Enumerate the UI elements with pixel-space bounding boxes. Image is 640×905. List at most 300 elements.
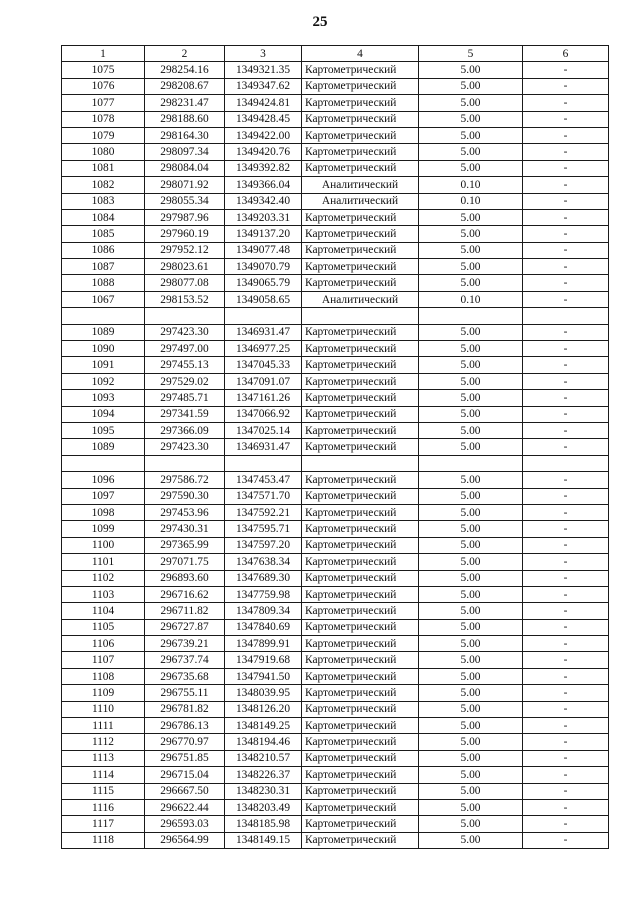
- x-coordinate-cell: 298231.47: [145, 95, 225, 111]
- table-row: [62, 521, 609, 537]
- point-number-cell: 1116: [62, 799, 145, 815]
- table-row: [62, 636, 609, 652]
- y-coordinate-cell: 1349058.65: [225, 291, 302, 307]
- note-cell: -: [523, 422, 609, 438]
- x-coordinate-cell: 298077.08: [145, 275, 225, 291]
- y-coordinate-cell: 1347066.92: [225, 406, 302, 422]
- y-coordinate-cell: 1349321.35: [225, 62, 302, 78]
- table-row: [62, 341, 609, 357]
- accuracy-cell: 0.10: [419, 177, 523, 193]
- y-coordinate-cell: 1347941.50: [225, 668, 302, 684]
- accuracy-cell: 5.00: [419, 570, 523, 586]
- table-row: [62, 226, 609, 242]
- method-cell: Картометрический: [302, 390, 419, 406]
- note-cell: -: [523, 685, 609, 701]
- y-coordinate-cell: 1346931.47: [225, 439, 302, 455]
- method-cell: Картометрический: [302, 718, 419, 734]
- column-header-3: 3: [225, 46, 302, 62]
- method-cell: Картометрический: [302, 488, 419, 504]
- note-cell: -: [523, 160, 609, 176]
- table-row: [62, 455, 609, 471]
- accuracy-cell: 5.00: [419, 144, 523, 160]
- point-number-cell: 1110: [62, 701, 145, 717]
- table-row: [62, 62, 609, 78]
- table-row: [62, 488, 609, 504]
- method-cell: Картометрический: [302, 226, 419, 242]
- accuracy-cell: 5.00: [419, 685, 523, 701]
- x-coordinate-cell: 296735.68: [145, 668, 225, 684]
- table-row: [62, 554, 609, 570]
- method-cell: Картометрический: [302, 652, 419, 668]
- y-coordinate-cell: 1349428.45: [225, 111, 302, 127]
- table-row: [62, 472, 609, 488]
- method-cell: Картометрический: [302, 242, 419, 258]
- method-cell: Картометрический: [302, 127, 419, 143]
- method-cell: Картометрический: [302, 701, 419, 717]
- method-cell: Картометрический: [302, 603, 419, 619]
- point-number-cell: 1089: [62, 439, 145, 455]
- note-cell: -: [523, 127, 609, 143]
- note-cell: -: [523, 209, 609, 225]
- y-coordinate-cell: 1347453.47: [225, 472, 302, 488]
- note-cell: -: [523, 406, 609, 422]
- table-row: [62, 619, 609, 635]
- y-coordinate-cell: 1349424.81: [225, 95, 302, 111]
- accuracy-cell: 5.00: [419, 521, 523, 537]
- note-cell: -: [523, 472, 609, 488]
- note-cell: -: [523, 537, 609, 553]
- header-row: [62, 46, 609, 62]
- method-cell: Картометрический: [302, 439, 419, 455]
- table-row: [62, 291, 609, 307]
- y-coordinate-cell: [225, 308, 302, 324]
- y-coordinate-cell: 1347899.91: [225, 636, 302, 652]
- y-coordinate-cell: [225, 455, 302, 471]
- accuracy-cell: 5.00: [419, 537, 523, 553]
- table-row: [62, 816, 609, 832]
- table-row: [62, 357, 609, 373]
- note-cell: -: [523, 439, 609, 455]
- method-cell: Картометрический: [302, 341, 419, 357]
- x-coordinate-cell: 296893.60: [145, 570, 225, 586]
- x-coordinate-cell: 297586.72: [145, 472, 225, 488]
- method-cell: Картометрический: [302, 521, 419, 537]
- table-row: [62, 111, 609, 127]
- coordinates-table: [61, 45, 609, 849]
- point-number-cell: 1082: [62, 177, 145, 193]
- table-row: [62, 390, 609, 406]
- note-cell: -: [523, 193, 609, 209]
- accuracy-cell: 5.00: [419, 472, 523, 488]
- y-coordinate-cell: 1347919.68: [225, 652, 302, 668]
- table-row: [62, 308, 609, 324]
- note-cell: -: [523, 373, 609, 389]
- note-cell: -: [523, 521, 609, 537]
- point-number-cell: 1078: [62, 111, 145, 127]
- point-number-cell: 1114: [62, 767, 145, 783]
- point-number-cell: 1067: [62, 291, 145, 307]
- point-number-cell: 1102: [62, 570, 145, 586]
- method-cell: Картометрический: [302, 636, 419, 652]
- accuracy-cell: 5.00: [419, 816, 523, 832]
- method-cell: Картометрический: [302, 750, 419, 766]
- accuracy-cell: 5.00: [419, 324, 523, 340]
- note-cell: -: [523, 177, 609, 193]
- table-row: [62, 652, 609, 668]
- point-number-cell: 1076: [62, 78, 145, 94]
- table-row: [62, 95, 609, 111]
- table-row: [62, 586, 609, 602]
- y-coordinate-cell: 1347759.98: [225, 586, 302, 602]
- y-coordinate-cell: 1349392.82: [225, 160, 302, 176]
- y-coordinate-cell: 1348230.31: [225, 783, 302, 799]
- x-coordinate-cell: 296770.97: [145, 734, 225, 750]
- method-cell: Картометрический: [302, 357, 419, 373]
- y-coordinate-cell: 1349070.79: [225, 259, 302, 275]
- x-coordinate-cell: 296711.82: [145, 603, 225, 619]
- point-number-cell: 1094: [62, 406, 145, 422]
- table-row: [62, 750, 609, 766]
- column-header-2: 2: [145, 46, 225, 62]
- y-coordinate-cell: 1348149.15: [225, 832, 302, 848]
- method-cell: Аналитический: [302, 193, 419, 209]
- accuracy-cell: [419, 308, 523, 324]
- note-cell: -: [523, 783, 609, 799]
- method-cell: Картометрический: [302, 259, 419, 275]
- note-cell: -: [523, 111, 609, 127]
- method-cell: [302, 455, 419, 471]
- accuracy-cell: 5.00: [419, 504, 523, 520]
- point-number-cell: 1111: [62, 718, 145, 734]
- y-coordinate-cell: 1347571.70: [225, 488, 302, 504]
- x-coordinate-cell: 298208.67: [145, 78, 225, 94]
- method-cell: Картометрический: [302, 783, 419, 799]
- method-cell: Картометрический: [302, 832, 419, 848]
- y-coordinate-cell: 1347840.69: [225, 619, 302, 635]
- note-cell: -: [523, 652, 609, 668]
- point-number-cell: 1087: [62, 259, 145, 275]
- method-cell: Картометрический: [302, 767, 419, 783]
- x-coordinate-cell: 298188.60: [145, 111, 225, 127]
- method-cell: Аналитический: [302, 291, 419, 307]
- table-row: [62, 209, 609, 225]
- x-coordinate-cell: 298153.52: [145, 291, 225, 307]
- point-number-cell: 1090: [62, 341, 145, 357]
- y-coordinate-cell: 1349137.20: [225, 226, 302, 242]
- x-coordinate-cell: 298023.61: [145, 259, 225, 275]
- y-coordinate-cell: 1346977.25: [225, 341, 302, 357]
- x-coordinate-cell: 296593.03: [145, 816, 225, 832]
- y-coordinate-cell: 1347595.71: [225, 521, 302, 537]
- note-cell: [523, 455, 609, 471]
- y-coordinate-cell: 1348210.57: [225, 750, 302, 766]
- table-header: [62, 46, 609, 62]
- accuracy-cell: 5.00: [419, 373, 523, 389]
- note-cell: -: [523, 619, 609, 635]
- note-cell: -: [523, 242, 609, 258]
- x-coordinate-cell: 297590.30: [145, 488, 225, 504]
- accuracy-cell: [419, 455, 523, 471]
- note-cell: -: [523, 734, 609, 750]
- x-coordinate-cell: 297453.96: [145, 504, 225, 520]
- accuracy-cell: 5.00: [419, 127, 523, 143]
- point-number-cell: 1100: [62, 537, 145, 553]
- note-cell: -: [523, 275, 609, 291]
- y-coordinate-cell: 1347597.20: [225, 537, 302, 553]
- x-coordinate-cell: 296716.62: [145, 586, 225, 602]
- x-coordinate-cell: 298055.34: [145, 193, 225, 209]
- x-coordinate-cell: 296751.85: [145, 750, 225, 766]
- x-coordinate-cell: [145, 308, 225, 324]
- note-cell: -: [523, 603, 609, 619]
- method-cell: Картометрический: [302, 816, 419, 832]
- accuracy-cell: 5.00: [419, 799, 523, 815]
- table-row: [62, 767, 609, 783]
- note-cell: -: [523, 668, 609, 684]
- y-coordinate-cell: 1349347.62: [225, 78, 302, 94]
- accuracy-cell: 5.00: [419, 718, 523, 734]
- note-cell: -: [523, 324, 609, 340]
- table-row: [62, 127, 609, 143]
- method-cell: Картометрический: [302, 373, 419, 389]
- point-number-cell: 1081: [62, 160, 145, 176]
- note-cell: -: [523, 767, 609, 783]
- table-row: [62, 78, 609, 94]
- point-number-cell: 1085: [62, 226, 145, 242]
- method-cell: Картометрический: [302, 62, 419, 78]
- y-coordinate-cell: 1348203.49: [225, 799, 302, 815]
- accuracy-cell: 5.00: [419, 701, 523, 717]
- y-coordinate-cell: 1347025.14: [225, 422, 302, 438]
- accuracy-cell: 5.00: [419, 259, 523, 275]
- accuracy-cell: 5.00: [419, 78, 523, 94]
- page-number: 25: [312, 14, 328, 30]
- table-row: [62, 537, 609, 553]
- accuracy-cell: 5.00: [419, 422, 523, 438]
- point-number-cell: 1098: [62, 504, 145, 520]
- accuracy-cell: 0.10: [419, 193, 523, 209]
- y-coordinate-cell: 1349422.00: [225, 127, 302, 143]
- x-coordinate-cell: 298164.30: [145, 127, 225, 143]
- method-cell: [302, 308, 419, 324]
- table-row: [62, 439, 609, 455]
- table-row: [62, 324, 609, 340]
- table-row: [62, 783, 609, 799]
- method-cell: Картометрический: [302, 799, 419, 815]
- note-cell: -: [523, 390, 609, 406]
- point-number-cell: [62, 308, 145, 324]
- table-row: [62, 259, 609, 275]
- y-coordinate-cell: 1348126.20: [225, 701, 302, 717]
- x-coordinate-cell: 296755.11: [145, 685, 225, 701]
- note-cell: -: [523, 226, 609, 242]
- note-cell: -: [523, 291, 609, 307]
- accuracy-cell: 5.00: [419, 619, 523, 635]
- y-coordinate-cell: 1348185.98: [225, 816, 302, 832]
- point-number-cell: 1117: [62, 816, 145, 832]
- column-header-4: 4: [302, 46, 419, 62]
- x-coordinate-cell: 297987.96: [145, 209, 225, 225]
- point-number-cell: 1101: [62, 554, 145, 570]
- point-number-cell: 1093: [62, 390, 145, 406]
- x-coordinate-cell: 297423.30: [145, 324, 225, 340]
- note-cell: -: [523, 636, 609, 652]
- y-coordinate-cell: 1348149.25: [225, 718, 302, 734]
- table-row: [62, 701, 609, 717]
- table-row: [62, 603, 609, 619]
- x-coordinate-cell: 296727.87: [145, 619, 225, 635]
- accuracy-cell: 5.00: [419, 668, 523, 684]
- x-coordinate-cell: 296786.13: [145, 718, 225, 734]
- table-row: [62, 685, 609, 701]
- x-coordinate-cell: 297366.09: [145, 422, 225, 438]
- x-coordinate-cell: 298084.04: [145, 160, 225, 176]
- y-coordinate-cell: 1349342.40: [225, 193, 302, 209]
- y-coordinate-cell: 1349366.04: [225, 177, 302, 193]
- accuracy-cell: 5.00: [419, 242, 523, 258]
- point-number-cell: 1113: [62, 750, 145, 766]
- table-row: [62, 799, 609, 815]
- y-coordinate-cell: 1349420.76: [225, 144, 302, 160]
- note-cell: -: [523, 504, 609, 520]
- point-number-cell: 1108: [62, 668, 145, 684]
- point-number-cell: 1109: [62, 685, 145, 701]
- accuracy-cell: 5.00: [419, 390, 523, 406]
- method-cell: Картометрический: [302, 685, 419, 701]
- note-cell: -: [523, 799, 609, 815]
- x-coordinate-cell: 297960.19: [145, 226, 225, 242]
- point-number-cell: 1092: [62, 373, 145, 389]
- x-coordinate-cell: 297423.30: [145, 439, 225, 455]
- point-number-cell: 1084: [62, 209, 145, 225]
- x-coordinate-cell: 297365.99: [145, 537, 225, 553]
- point-number-cell: 1095: [62, 422, 145, 438]
- x-coordinate-cell: 297071.75: [145, 554, 225, 570]
- note-cell: -: [523, 816, 609, 832]
- point-number-cell: 1104: [62, 603, 145, 619]
- note-cell: -: [523, 701, 609, 717]
- table-row: [62, 242, 609, 258]
- note-cell: -: [523, 832, 609, 848]
- note-cell: -: [523, 144, 609, 160]
- x-coordinate-cell: 296564.99: [145, 832, 225, 848]
- table-row: [62, 570, 609, 586]
- accuracy-cell: 5.00: [419, 603, 523, 619]
- table-row: [62, 177, 609, 193]
- y-coordinate-cell: 1349065.79: [225, 275, 302, 291]
- column-header-6: 6: [523, 46, 609, 62]
- x-coordinate-cell: 296667.50: [145, 783, 225, 799]
- method-cell: Картометрический: [302, 144, 419, 160]
- method-cell: Картометрический: [302, 554, 419, 570]
- y-coordinate-cell: 1348039.95: [225, 685, 302, 701]
- point-number-cell: 1115: [62, 783, 145, 799]
- method-cell: Картометрический: [302, 406, 419, 422]
- note-cell: -: [523, 488, 609, 504]
- table-row: [62, 373, 609, 389]
- point-number-cell: 1086: [62, 242, 145, 258]
- y-coordinate-cell: 1347045.33: [225, 357, 302, 373]
- accuracy-cell: 5.00: [419, 636, 523, 652]
- point-number-cell: 1096: [62, 472, 145, 488]
- note-cell: -: [523, 78, 609, 94]
- point-number-cell: 1088: [62, 275, 145, 291]
- point-number-cell: 1118: [62, 832, 145, 848]
- accuracy-cell: 5.00: [419, 357, 523, 373]
- method-cell: Картометрический: [302, 209, 419, 225]
- accuracy-cell: 5.00: [419, 341, 523, 357]
- point-number-cell: 1099: [62, 521, 145, 537]
- accuracy-cell: 5.00: [419, 226, 523, 242]
- x-coordinate-cell: 298254.16: [145, 62, 225, 78]
- table-row: [62, 193, 609, 209]
- point-number-cell: 1079: [62, 127, 145, 143]
- note-cell: -: [523, 341, 609, 357]
- accuracy-cell: 5.00: [419, 832, 523, 848]
- method-cell: Картометрический: [302, 111, 419, 127]
- accuracy-cell: 5.00: [419, 586, 523, 602]
- note-cell: [523, 308, 609, 324]
- method-cell: Картометрический: [302, 422, 419, 438]
- accuracy-cell: 5.00: [419, 783, 523, 799]
- accuracy-cell: 5.00: [419, 275, 523, 291]
- table-row: [62, 832, 609, 848]
- y-coordinate-cell: 1346931.47: [225, 324, 302, 340]
- table-row: [62, 422, 609, 438]
- note-cell: -: [523, 586, 609, 602]
- y-coordinate-cell: 1347638.34: [225, 554, 302, 570]
- accuracy-cell: 5.00: [419, 111, 523, 127]
- accuracy-cell: 5.00: [419, 734, 523, 750]
- point-number-cell: 1091: [62, 357, 145, 373]
- accuracy-cell: 5.00: [419, 62, 523, 78]
- method-cell: Аналитический: [302, 177, 419, 193]
- x-coordinate-cell: 297341.59: [145, 406, 225, 422]
- point-number-cell: 1097: [62, 488, 145, 504]
- note-cell: -: [523, 62, 609, 78]
- note-cell: -: [523, 750, 609, 766]
- x-coordinate-cell: 297430.31: [145, 521, 225, 537]
- table-row: [62, 144, 609, 160]
- point-number-cell: 1077: [62, 95, 145, 111]
- table-body: [62, 62, 609, 849]
- point-number-cell: 1083: [62, 193, 145, 209]
- method-cell: Картометрический: [302, 619, 419, 635]
- table-row: [62, 718, 609, 734]
- accuracy-cell: 5.00: [419, 750, 523, 766]
- accuracy-cell: 5.00: [419, 554, 523, 570]
- y-coordinate-cell: 1349203.31: [225, 209, 302, 225]
- x-coordinate-cell: 297529.02: [145, 373, 225, 389]
- point-number-cell: [62, 455, 145, 471]
- method-cell: Картометрический: [302, 324, 419, 340]
- accuracy-cell: 5.00: [419, 767, 523, 783]
- method-cell: Картометрический: [302, 78, 419, 94]
- y-coordinate-cell: 1347592.21: [225, 504, 302, 520]
- accuracy-cell: 5.00: [419, 209, 523, 225]
- x-coordinate-cell: [145, 455, 225, 471]
- method-cell: Картометрический: [302, 275, 419, 291]
- method-cell: Картометрический: [302, 95, 419, 111]
- point-number-cell: 1103: [62, 586, 145, 602]
- accuracy-cell: 5.00: [419, 488, 523, 504]
- note-cell: -: [523, 554, 609, 570]
- point-number-cell: 1105: [62, 619, 145, 635]
- table-row: [62, 275, 609, 291]
- method-cell: Картометрический: [302, 504, 419, 520]
- x-coordinate-cell: 297455.13: [145, 357, 225, 373]
- method-cell: Картометрический: [302, 668, 419, 684]
